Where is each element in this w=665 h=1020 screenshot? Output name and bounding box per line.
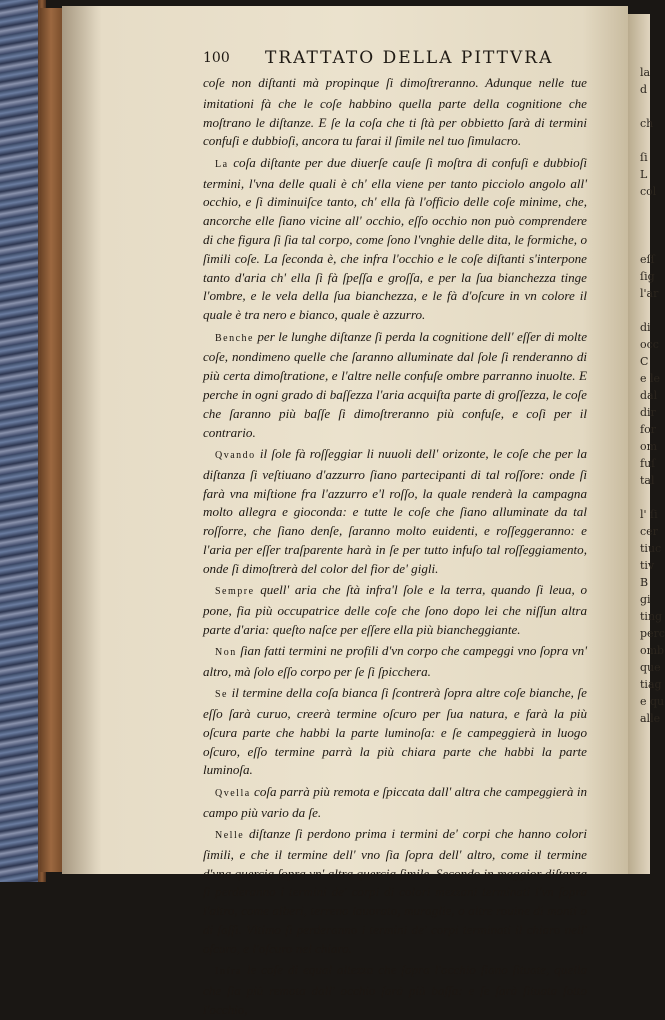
- paragraph-lead: Nelle: [215, 830, 245, 842]
- facing-page-fragment: ſig: [640, 270, 655, 283]
- paragraph-lead: Infra: [215, 966, 242, 978]
- paragraph-lead: Qvella: [215, 787, 251, 799]
- paragraph-text: per le lunghe diſtanze ſi perda la cognitione dell' eſſer di molte coſe, nondimeno quelle che ſaranno alluminate dal ſole ſi renderanno di più certa dimoſtratione, e l'altre nelle confuſe ombre parranno inuolte. E perche in ogni grado di baſſezza l'aria acquiſta parte di groſſezza, le coſe che ſaranno più baſſe ſi dimoſtreranno più confuſe, e coſi per il contrario.: [203, 328, 587, 440]
- facing-page-fragment: perc: [640, 627, 665, 640]
- paragraph: [203, 961, 587, 1019]
- facing-page-fragment: dir: [640, 406, 656, 419]
- paragraph-text: le coſe di equal altezza che ſopra l'occhio ſiano ſituate, quella che ſia più remota dall' occhio ſarà più baſſa: e ſe ſarà ſituata ſotto l'occhio,: [203, 962, 587, 1017]
- paragraph: [203, 783, 587, 823]
- facing-page-fragment: l' ſi: [640, 508, 658, 521]
- facing-page-fragment: d: [640, 83, 648, 96]
- body-text: [203, 74, 587, 1020]
- facing-page-fragment: e le: [640, 372, 661, 385]
- facing-page-fragment: fuſ: [640, 457, 656, 470]
- facing-page-fragment: eſſ: [640, 253, 655, 266]
- paragraph-lead: Benche: [215, 332, 254, 344]
- facing-page-fragment: L: [640, 168, 648, 181]
- facing-page-edge: [628, 14, 665, 874]
- book-page-edges: [40, 8, 62, 872]
- facing-page-fragment: que: [640, 661, 661, 674]
- gutter-shadow: [62, 6, 102, 874]
- facing-page-fragment: ſi: [640, 151, 648, 164]
- facing-page-fragment: tiuc: [640, 542, 662, 555]
- paragraph-text: il termine della coſa bianca ſi ſcontrerà ſopra altre coſe bianche, ſe eſſo ſarà curuo, creerà termine oſcuro per ſua natura, e farà la più oſcura parte che habbi la parte luminoſa: e ſe campeggierà in luogo oſcuro, eſſo termine parrà la più chiara parte che habbi la parte luminoſa.: [203, 685, 587, 778]
- paragraph-text: diſtanze ſi perdono prima i termini de' corpi che hanno colori ſimili, e che il termine dell' vno ſia ſopra dell' altro, come il termine d'vna quercia ſopra vn' altra quercia ſimile. Secondo in maggior diſtanza ſi perderanno i termini de' corpi di colori mezzani terminati l'vn ſopra l'altro, come alberi, terreno lauorato, muraglie, o altre rouine di monti o di ſaſſi. Vltimo ſi perderanno i termini de' corpi terminati il chiaro nell' oſcuro, e l'oſcuro nel chiaro.: [203, 826, 587, 956]
- paragraph-lead: Non: [215, 647, 237, 659]
- facing-page-fragment: [628, 132, 650, 149]
- running-title: TRATTATO DELLA PITTVRA: [265, 48, 554, 68]
- page-header: [203, 50, 603, 72]
- facing-page-fragment: [628, 217, 650, 234]
- book-binding: [0, 0, 40, 882]
- paragraph-text: il ſole fà roſſeggiar li nuuoli dell' orizonte, le coſe che per la diſtanza ſi veſtiuano d'azzurro ſiano partecipanti di tal roſſore: onde ſi farà vna miſtione fra l'azzurro e'l roſſo, la quale renderà la campagna molto allegra e gioconda: e tutte le coſe che ſiano alluminate da tal roſſorre, che ſiano denſe, ſaranno molto euidenti, e roſſeggeranno: e l'aria per eſſer traſparente harà in ſe per tutto infuſo tal roſſeggiamento, onde ſi dimoſtrerà del color del fior de' gigli.: [203, 445, 587, 576]
- paragraph-lead: La: [215, 158, 229, 170]
- facing-page-fragment: [628, 302, 650, 319]
- facing-page-fragment: omb: [640, 644, 665, 657]
- facing-page-fragment: om: [640, 440, 658, 453]
- facing-page-fragment: [628, 727, 650, 744]
- paragraph: [203, 154, 587, 325]
- facing-page-fragment: e qu: [640, 695, 665, 708]
- facing-page-fragment: C: [640, 355, 649, 368]
- facing-page-fragment: tal: [640, 474, 655, 487]
- paragraph: [203, 581, 587, 639]
- facing-page-fragment: dal: [640, 389, 658, 402]
- facing-page-fragment: col: [640, 185, 657, 198]
- paragraph: [203, 445, 587, 579]
- paragraph-text: coſe non diſtanti mà propinque ſi dimoſtreranno. Adunque nelle tue imitationi fà che le coſe habbino quella parte della cognitione che moſtrano le diſtanze. E ſe la coſa che ti ſtà per obbietto ſarà di termini confuſi e dubbioſi, ancora tu farai il ſimile nel tuo ſimulacro.: [203, 75, 587, 149]
- facing-page-fragment: [628, 489, 650, 506]
- paragraph-text: coſa diſtante per due diuerſe cauſe ſi moſtra di confuſi e dubbioſi termini, l'vna delle quali è ch' ella viene per tanto picciolo angolo all' occhio, e ſi diminuiſce tanto, ch' ella fà l'officio delle coſe minime, che, ancorche elle ſiano vicine all' occhio, eſſo occhio non può comprendere di che figura ſi ſia tal corpo, come ſono l'vnghie delle dita, le formiche, o ſimili coſe. La ſeconda è, che infra l'occhio e le coſe diſtanti s'interpone tanto d'aria ch' ella ſi fà ſpeſſa e groſſa, e per la ſua bianchezza tinge l'ombre, e le vela della ſua bianchezza, e le fà d'oſcure in vn colore il quale è tra nero e bianco, quale è azzurro.: [203, 154, 587, 323]
- paragraph: [203, 642, 587, 682]
- paragraph-text: ſian fatti termini ne profili d'vn corpo che campeggi vno ſopra vn' altro, mà ſolo eſſo corpo per ſe ſi ſpicchera.: [203, 643, 587, 679]
- facing-page-fragment: tiv: [640, 559, 655, 572]
- facing-page-fragment: alle: [640, 712, 661, 725]
- facing-page-fragment: [628, 234, 650, 251]
- facing-page-fragment: [628, 98, 650, 115]
- facing-page-fragment: for: [640, 423, 656, 436]
- facing-page-fragment: B: [640, 576, 649, 589]
- page-number: 100: [203, 50, 230, 66]
- facing-page-fragment: tiag: [640, 678, 662, 691]
- paragraph-text: quell' aria che ſtà infra'l ſole e la terra, quando ſi leua, o pone, fia più occupatrice delle coſe che ſono dopo lei che niſſun altra parte d'aria: queſto naſce per eſſere ella più biancheggiante.: [203, 582, 587, 637]
- facing-page-fragment: [628, 200, 650, 217]
- paragraph-lead: Qvando: [215, 449, 256, 461]
- facing-page-fragment: l'ar: [640, 287, 659, 300]
- paragraph: [203, 328, 587, 443]
- paragraph: [203, 684, 587, 780]
- paragraph: [203, 825, 587, 959]
- facing-page-fragment: la: [640, 66, 651, 79]
- paragraph-text: coſa parrà più remota e ſpiccata dall' altra che campeggierà in campo più vario da ſe.: [203, 783, 587, 820]
- paragraph: [203, 74, 587, 151]
- facing-page-fragment: gi: [640, 593, 651, 606]
- facing-page-fragment: ch: [640, 117, 654, 130]
- facing-page-fragment: ting: [640, 610, 663, 623]
- facing-page-fragment: di: [640, 321, 651, 334]
- facing-page-fragment: occ: [640, 338, 659, 351]
- paragraph-lead: Se: [215, 689, 228, 701]
- paragraph-lead: Sempre: [215, 586, 255, 598]
- facing-page-fragment: cer: [640, 525, 658, 538]
